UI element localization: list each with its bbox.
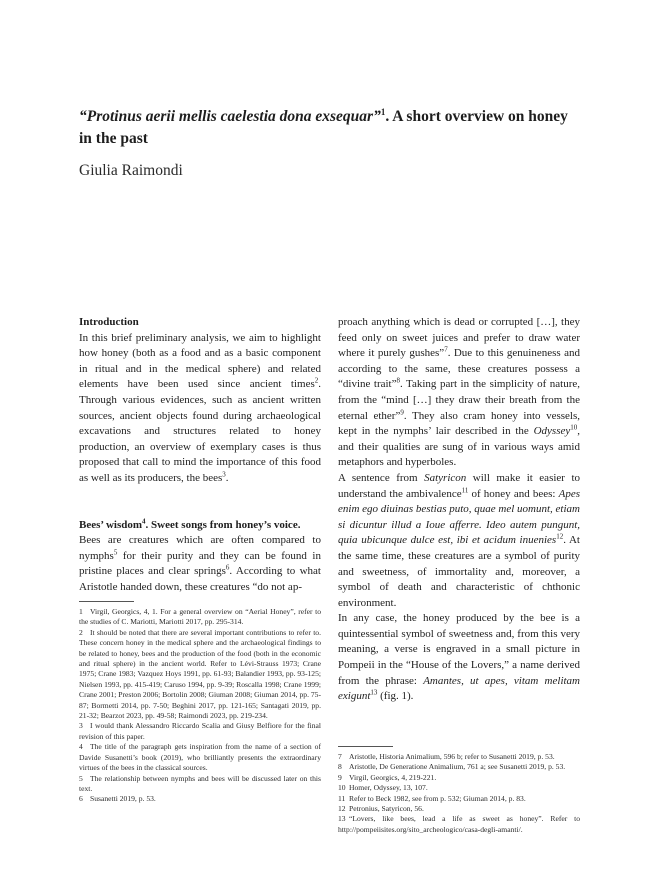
footnote-number: 2	[79, 627, 83, 637]
footnote-ref[interactable]: 3	[222, 470, 226, 479]
footnote-number: 13	[338, 814, 346, 824]
footnote-ref[interactable]: 13	[370, 688, 378, 697]
footnote	[338, 773, 580, 783]
footnote	[79, 742, 321, 773]
footnote-text: The relationship between nymphs and bees will be discussed later on this text.	[79, 773, 321, 793]
author-name: Giulia Raimondi	[79, 162, 183, 179]
spacer	[79, 487, 321, 518]
text-run: (fig. 1).	[377, 690, 414, 703]
article-title	[79, 106, 569, 150]
footnotes-left	[79, 601, 321, 805]
text-run: . At the same time, these creatures are a symbol of purity and sweetness, of immortality and, moreover, a symbol of death and characteristic of chthonic environment.	[338, 534, 580, 609]
footnote-number: 4	[79, 742, 83, 752]
footnote-number: 3	[79, 721, 83, 731]
footnote-text: Petronius, Satyricon, 56.	[349, 804, 424, 814]
footnote-text: Aristotle, Historia Animalium, 596 b; refer to Susanetti 2019, p. 53.	[349, 752, 555, 761]
footnote-text: I would thank Alessandro Riccardo Scalia and Giusy Belfiore for the final revision of this paper.	[79, 721, 321, 741]
right-column-continuation	[338, 315, 580, 705]
section-heading-introduction: Introduction	[79, 316, 139, 328]
footnote-number: 9	[338, 772, 342, 782]
satyricon-paragraph	[338, 471, 580, 611]
footnotes-right	[338, 746, 580, 835]
title-quote: “Protinus aerii mellis caelestia dona exsequar”	[79, 108, 381, 125]
footnote-ref[interactable]: 6	[225, 563, 230, 572]
footnote-text: Refer to Beck 1982, see from p. 532; Giuman 2014, p. 83.	[349, 793, 526, 803]
latin-quote: Amantes, ut apes, vitam melitam exigunt	[338, 674, 580, 703]
footnote-number: 10	[338, 783, 346, 793]
footnote-ref[interactable]: 10	[570, 423, 578, 432]
footnote-ref[interactable]: 1	[380, 106, 386, 117]
footnote-ref[interactable]: 5	[113, 548, 118, 557]
footnote-text: It should be noted that there are several important contributions to refer to. These concern honey in the medical sphere and the archaeological findings to be related to honey, bees and the production of the food (both in the economic and ritual sphere) in the ancient world. Refer to Lévi-Strauss 1973; Crane 1975; Crane 1983; Vazquez Hoys 1991, pp. 61-93; Balandier 1993, pp. 93-125; Nielsen 1993, pp. 415-419; Caruso 1994, pp. 9-39; Roscalla 1998; Crane 1999; Crane 2001; Preston 2006; Bortolin 2008; Giuman 2008; Giuman 2014, pp. 75-87; Bormetti 2014, pp. 7-50; Beghini 2017, pp. 121-165; Santagati 2019, pp. 21-32; Bearzot 2023, pp. 49-58; Raimondi 2023, pp. 219-234.	[79, 627, 321, 721]
footnote	[79, 774, 321, 795]
footnote-ref[interactable]: 9	[400, 407, 404, 416]
text-run: will make it easier to understand the ambivalence	[338, 471, 581, 500]
text-run: of honey and bees:	[468, 487, 559, 500]
bees-paragraph-continued: proach anything which is dead or corrupted […], they feed only on sweet juices and prefer to draw water where it purely gushes”$^7$. Due to this genuineness and according to the same, these creatures possess a “divine trait”$^8$. Taking part in the simplicity of nature, from the “mind […] they draw their breath from the eternal ether”$^9$. They also cram honey into vessels, kept in the nymphs’ lair described in the Odyssey$^{10}$, and their qualities are sung of in various ways amid metaphors and hyperboles.	[338, 316, 580, 469]
text-run: A sentence from	[338, 471, 425, 484]
footnote-ref[interactable]: 2	[314, 376, 319, 385]
footnote-number: 12	[338, 804, 346, 814]
text-run: In any case, the honey produced by the bee is a quintessential symbol of sweetness and, from this very meaning, a verse is engraved in a small picture in Pompeii in the “House of the Lovers,” a name derived from the phrase:	[338, 612, 580, 687]
footnote-rule	[79, 601, 134, 602]
footnote	[79, 794, 321, 804]
italic-work-title: Odyssey	[533, 425, 571, 438]
footnote	[338, 794, 580, 804]
footnote	[79, 607, 321, 628]
footnote-number: 7	[338, 752, 342, 761]
footnote-text: “Lovers, like bees, lead a life as sweet as honey”. Refer to http://pompeiisites.org/sito_archeologico/casa-degli-amanti/.	[338, 814, 580, 834]
footnote	[338, 814, 580, 835]
footnote	[338, 783, 580, 793]
intro-paragraph: In this brief preliminary analysis, we aim to highlight how honey (both as a food and as a basic component in ritual and in the medical sphere) and related elements have been used since ancient times$^2$. Through various evidences, such as ancient written sources, ancient objects found during archaeological excavations and structures related to honey production, an overview of exemplary cases is thus proposed that call to mind the importance of this food as well as its producers, the bees$^3$.	[79, 331, 321, 484]
footnote-number: 1	[79, 607, 83, 616]
footnote-text: Homer, Odyssey, 13, 107.	[349, 783, 428, 793]
latin-quote: Apes enim ego diuinas bestias puto, quae mel uomunt, etiam si dicuntur illud a Ioue afferre. Ideo autem pungunt, quia ubicunque dulce est, ibi et acidum inuenies	[338, 487, 580, 547]
footnote-text: Virgil, Georgics, 4, 219-221.	[349, 772, 437, 782]
footnote	[338, 752, 580, 762]
footnote-rule	[338, 746, 393, 747]
footnote-text: Susanetti 2019, p. 53.	[90, 794, 156, 804]
footnote-ref[interactable]: 11	[461, 485, 469, 494]
footnote	[338, 804, 580, 814]
footnote-text: Virgil, Georgics, 4, 1. For a general overview on “Aerial Honey”, refer to the studies of C. Mariotti, Mariotti 2017, pp. 295-314.	[79, 607, 321, 627]
left-column	[79, 315, 321, 596]
footnote-ref[interactable]: 12	[556, 532, 564, 541]
italic-work-title: Satyricon	[424, 471, 467, 484]
footnote-number: 5	[79, 773, 83, 783]
footnote-text: Aristotle, De Generatione Animalium, 761 a; see Susanetti 2019, p. 53.	[349, 762, 566, 772]
footnote-number: 6	[79, 794, 83, 804]
pompeii-paragraph	[338, 611, 580, 705]
footnote-ref[interactable]: 7	[444, 345, 448, 354]
footnote-ref[interactable]: 8	[396, 376, 400, 385]
section-heading-bees: Bees’ wisdom$^4$. Sweet songs from honey’s voice.	[79, 516, 301, 531]
footnote-number: 8	[338, 762, 342, 772]
footnote	[338, 762, 580, 772]
footnote	[79, 628, 321, 722]
title-rest: . A short overview on honey in the past	[79, 108, 568, 147]
bees-paragraph: Bees are creatures which are often compared to nymphs$^5$ for their purity and they can be found in pristine places and clear springs$^6$. According to what Aristotle handed down, these creatures “do not ap-	[79, 534, 321, 593]
footnote-text: The title of the paragraph gets inspiration from the name of a section of Davide Susanetti’s book (2019), who brilliantly presents the extraordinary virtues of the bees in the classical sources.	[79, 742, 321, 773]
footnote-number: 11	[338, 793, 346, 803]
footnote-ref[interactable]: 4	[142, 516, 146, 525]
footnote	[79, 721, 321, 742]
